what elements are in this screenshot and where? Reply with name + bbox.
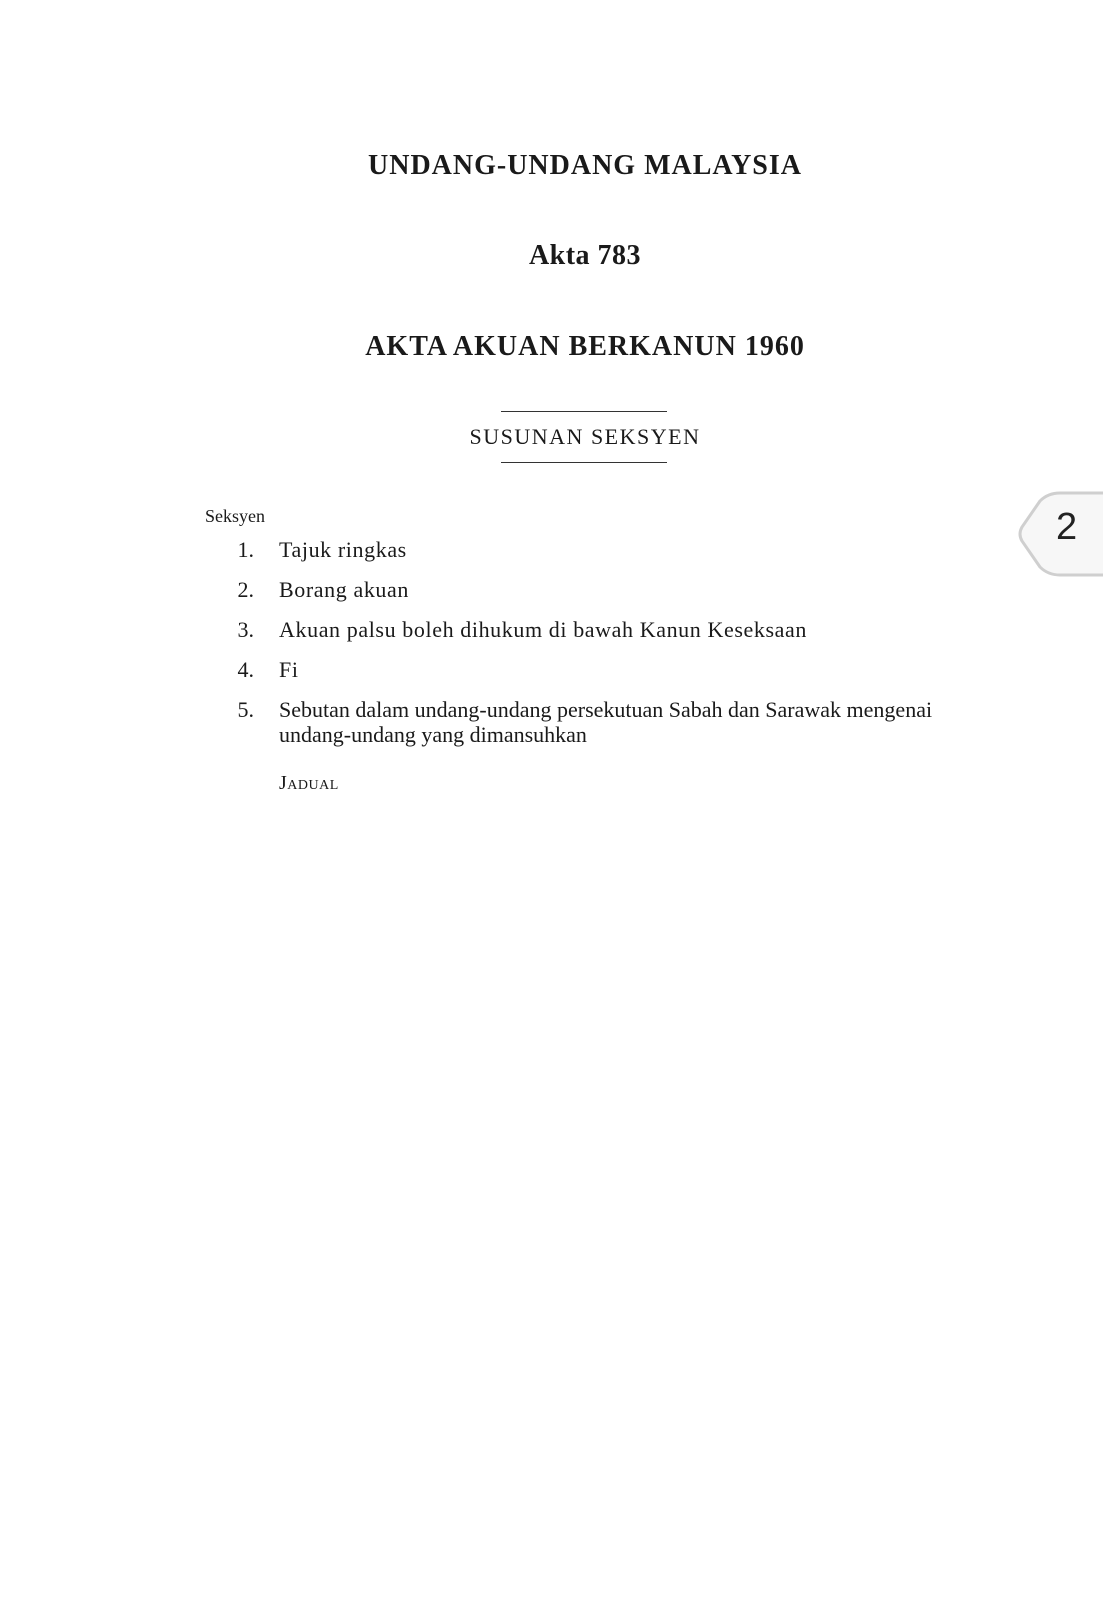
divider-bottom <box>501 462 667 463</box>
act-number: Akta 783 <box>528 240 642 271</box>
section-number: 2. <box>237 577 254 602</box>
section-title: Sebutan dalam undang-undang persekutuan Sabah dan Sarawak mengenai undang-undang yang dimansuhkan <box>279 697 933 747</box>
law-title: UNDANG-UNDANG MALAYSIA <box>368 150 802 181</box>
arrangement-of-sections-title: SUSUNAN SEKSYEN <box>469 424 701 449</box>
page-number-tab[interactable] <box>1018 491 1103 577</box>
section-column-label: Seksyen <box>205 506 265 526</box>
schedule-label: Jadual <box>279 772 339 794</box>
section-number: 5. <box>237 697 254 722</box>
section-title: Fi <box>279 657 299 682</box>
section-title: Tajuk ringkas <box>279 537 407 562</box>
section-title: Akuan palsu boleh dihukum di bawah Kanun Keseksaan <box>279 617 807 642</box>
section-title: Borang akuan <box>279 577 409 602</box>
section-number: 3. <box>237 617 254 642</box>
act-title: AKTA AKUAN BERKANUN 1960 <box>365 331 805 362</box>
section-number: 4. <box>237 657 254 682</box>
section-number: 1. <box>237 537 254 562</box>
divider-top <box>501 411 667 412</box>
page-number: 2 <box>1056 506 1078 548</box>
